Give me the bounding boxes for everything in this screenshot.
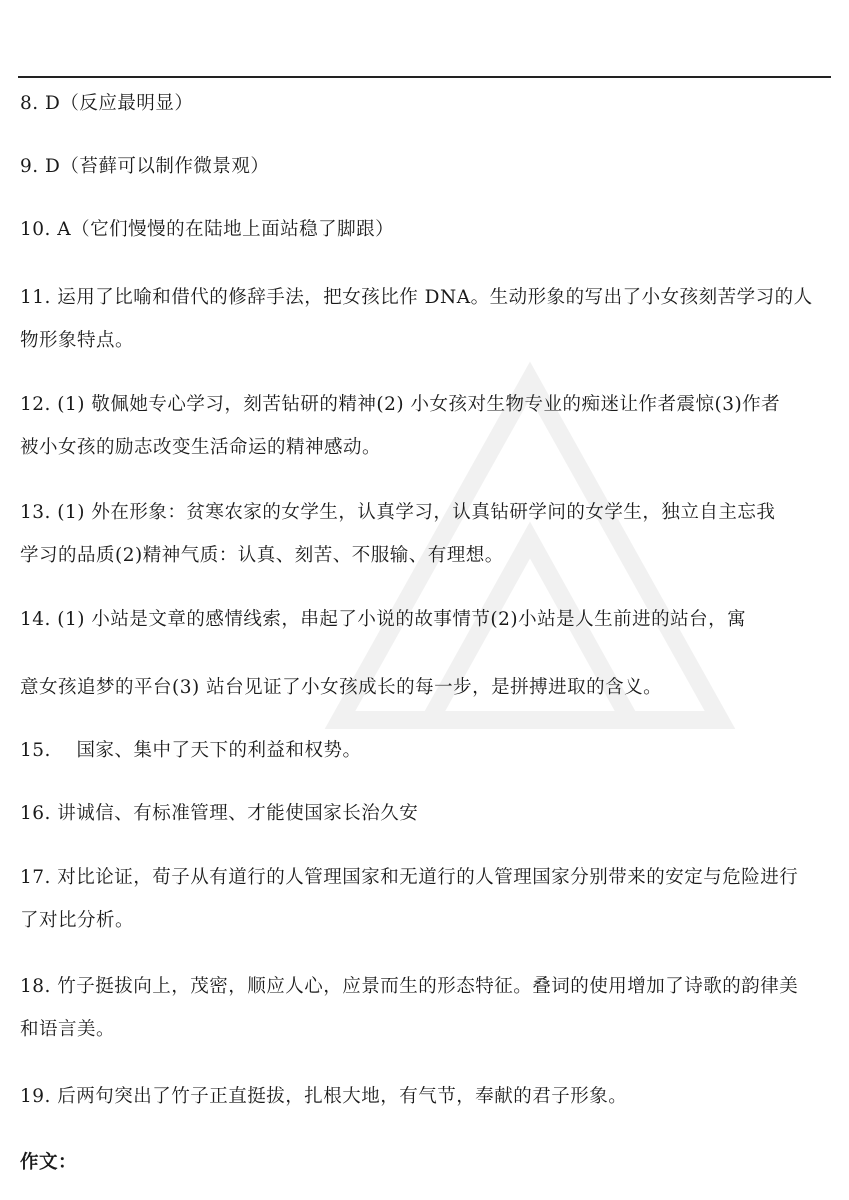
answer-11 [20,276,820,362]
answer-15 [20,729,820,772]
answer-9 [20,145,820,188]
header-rule [18,76,831,78]
answer-12 [20,383,820,469]
answer-13-line-1: 13. (1) 外在形象：贫寒农家的女学生，认真学习，认真钻研学问的女学生，独立自主忘我 [20,502,776,523]
answer-17-line-1: 17. 对比论证，荀子从有道行的人管理国家和无道行的人管理国家分别带来的安定与危险进行 [20,867,799,888]
answer-19-text: 19. 后两句突出了竹子正直挺拔，扎根大地，有气节，奉献的君子形象。 [20,1086,628,1107]
answer-13-line-2: 学习的品质(2)精神气质：认真、刻苦、不服输、有理想。 [20,545,504,566]
answer-18 [20,965,820,1051]
answer-10-text: 10. A（它们慢慢的在陆地上面站稳了脚跟） [20,219,395,240]
answer-11-line-2: 物形象特点。 [20,330,135,351]
answer-17 [20,856,820,942]
answer-12-line-2: 被小女孩的励志改变生活命运的精神感动。 [20,437,382,458]
answer-8 [20,82,820,125]
answer-18-line-2: 和语言美。 [20,1019,116,1040]
answer-11-line-1: 11. 运用了比喻和借代的修辞手法，把女孩比作 DNA。生动形象的写出了小女孩刻苦学习的人 [20,287,813,308]
answer-14-line-2: 意女孩追梦的平台(3) 站台见证了小女孩成长的每一步，是拼搏进取的含义。 [20,677,663,698]
answer-14-line-2-row [20,666,820,709]
composition-heading [20,1141,820,1184]
answer-14-line-1: 14. (1) 小站是文章的感情线索，串起了小说的故事情节(2)小站是人生前进的站台，寓 [20,609,747,630]
answer-19 [20,1075,820,1118]
answer-8-text: 8. D（反应最明显） [20,93,194,114]
answer-16-text: 16. 讲诚信、有标准管理、才能使国家长治久安 [20,803,419,824]
answer-13 [20,491,820,577]
answer-12-line-1: 12. (1) 敬佩她专心学习，刻苦钻研的精神(2) 小女孩对生物专业的痴迷让作者震惊(3)作者 [20,394,781,415]
answer-9-text: 9. D（苔藓可以制作微景观） [20,156,270,177]
answer-10 [20,208,820,251]
answer-17-line-2: 了对比分析。 [20,910,135,931]
composition-heading-text: 作文： [20,1152,78,1173]
answer-15-text: 15. 国家、集中了天下的利益和权势。 [20,740,362,761]
answer-16 [20,792,820,835]
answer-14-line-1-row [20,598,820,641]
answer-18-line-1: 18. 竹子挺拔向上，茂密，顺应人心，应景而生的形态特征。叠词的使用增加了诗歌的韵律美 [20,976,799,997]
